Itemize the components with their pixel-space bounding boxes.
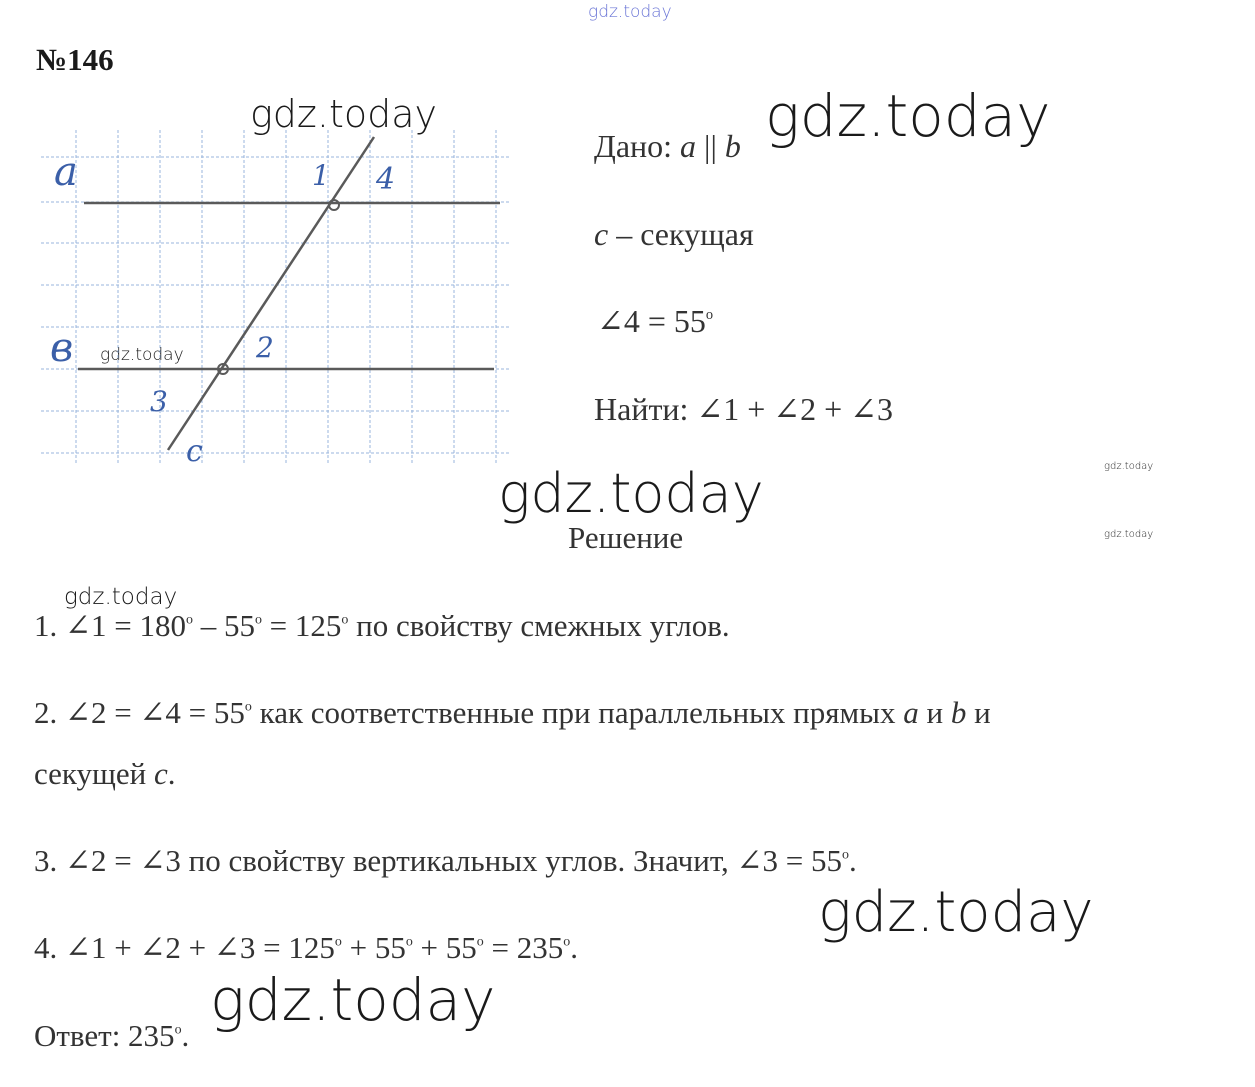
given-line-2: c – секущая: [594, 216, 754, 252]
angle-4-label: 4: [376, 162, 396, 197]
problem-number: №146: [36, 42, 114, 77]
watermark: gdz.today: [818, 880, 1094, 945]
watermark-small: gdz.today: [1104, 529, 1154, 540]
watermark: gdz.today: [100, 345, 184, 365]
angle-3-label: 3: [150, 385, 168, 418]
watermark: gdz.today: [498, 462, 764, 525]
watermark-small: gdz.today: [1104, 461, 1154, 472]
answer: Ответ: 235$^o$.: [34, 1018, 190, 1053]
solution-step-1: 1. ∠1 = $180^o - 55^o = 125^o$ по свойству смежных углов.: [34, 608, 730, 643]
given-line-1: Дано: a || b: [594, 128, 741, 164]
solution-step-2-continued: секущей c.: [34, 756, 176, 791]
find-line: Найти: ∠1 + ∠2 + ∠3: [594, 391, 893, 427]
solution-heading: Решение: [568, 520, 684, 555]
angle-1-label: 1: [312, 159, 330, 192]
given-line-3: ∠4 = $55^o$: [597, 303, 714, 339]
grid: [41, 130, 511, 465]
geometry-figure: [36, 125, 516, 470]
watermark: gdz.today: [250, 92, 437, 136]
line-a-label: a: [54, 149, 78, 195]
line-c: [168, 137, 374, 450]
solution-step-2: 2. ∠2 = ∠4 = $55^o$ как соответственные при параллельных прямых a и b и: [34, 695, 991, 730]
watermark-top: gdz.today: [588, 2, 672, 22]
line-b-label: в: [50, 325, 74, 371]
solution-step-4: 4. ∠1 + ∠2 + ∠3 = $125^o + 55^o + 55^o = 235^o$.: [34, 930, 578, 965]
line-c-label: c: [186, 434, 203, 469]
watermark: gdz.today: [64, 584, 178, 610]
angle-2-label: 2: [256, 331, 274, 364]
watermark: gdz.today: [210, 966, 496, 1034]
solution-step-3: 3. ∠2 = ∠3 по свойству вертикальных углов. Значит, ∠3 = $55^o$.: [34, 843, 857, 878]
watermark: gdz.today: [765, 82, 1051, 150]
